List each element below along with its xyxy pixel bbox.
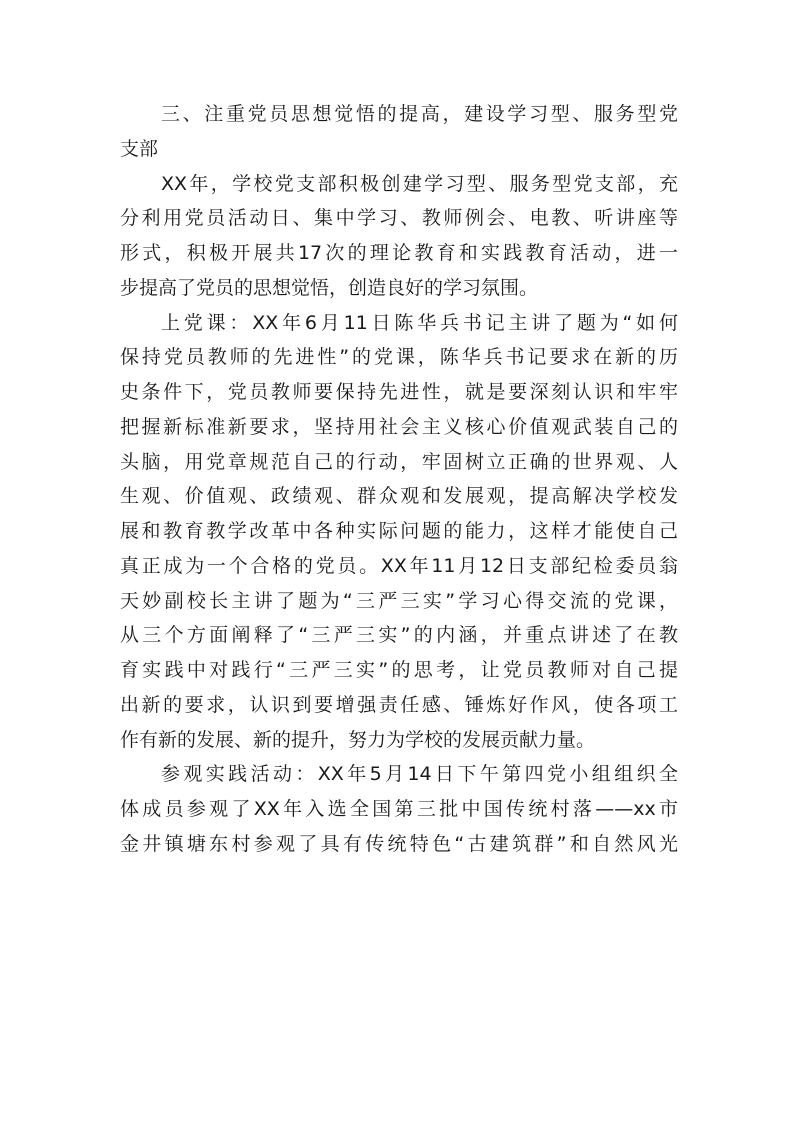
paragraph-line: 形式，积极开展共17次的理论教育和实践教育活动，进一 [120,242,678,264]
paragraph-line: 把握新标准新要求，坚持用社会主义核心价值观武装自己的 [120,415,678,438]
paragraph-line: 生观、价值观、政绩观、群众观和发展观，提高解决学校发 [120,485,678,508]
paragraph-overview [120,167,678,306]
paragraph-field-visit [120,757,678,861]
paragraph-line: 作有新的发展、新的提升，努力为学校的发展贡献力量。 [120,728,596,751]
document-body [120,97,678,862]
heading-line: 支部 [120,137,159,160]
paragraph-line: 参观实践活动：XX年5月14日下午第四党小组组织全 [161,763,678,786]
paragraph-line: 出新的要求，认识到要增强责任感、锤炼好作风，使各项工 [120,693,678,716]
section-heading [120,97,678,167]
paragraph-line: 真正成为一个合格的党员。XX年11月12日支部纪检委员翁 [120,554,678,577]
paragraph-line: 展和教育教学改革中各种实际问题的能力，这样才能使自己 [120,520,678,542]
paragraph-line: 体成员参观了XX年入选全国第三批中国传统村落——xx市 [120,798,678,820]
paragraph-line: 头脑，用党章规范自己的行动，牢固树立正确的世界观、人 [120,450,678,473]
paragraph-line: 金井镇塘东村参观了具有传统特色“古建筑群”和自然风光 [120,832,678,855]
paragraph-line: 分利用党员活动日、集中学习、教师例会、电教、听讲座等 [120,207,678,230]
paragraph-line: 史条件下，党员教师要保持先进性，就是要深刻认识和牢牢 [120,381,678,403]
paragraph-line: 育实践中对践行“三严三实”的思考，让党员教师对自己提 [120,659,678,681]
paragraph-line: 上党课：XX年6月11日陈华兵书记主讲了题为“如何 [161,311,678,334]
heading-line: 三、注重党员思想觉悟的提高，建设学习型、服务型党 [161,103,678,125]
paragraph-line: 从三个方面阐释了“三严三实”的内涵，并重点讲述了在教 [120,624,678,647]
paragraph-line: 步提高了党员的思想觉悟，创造良好的学习氛围。 [120,276,539,299]
paragraph-line: XX年，学校党支部积极创建学习型、服务型党支部，充 [161,172,678,195]
paragraph-line: 保持党员教师的先进性”的党课，陈华兵书记要求在新的历 [120,346,678,369]
paragraph-party-lessons [120,306,678,758]
paragraph-line: 天妙副校长主讲了题为“三严三实”学习心得交流的党课， [120,589,678,612]
